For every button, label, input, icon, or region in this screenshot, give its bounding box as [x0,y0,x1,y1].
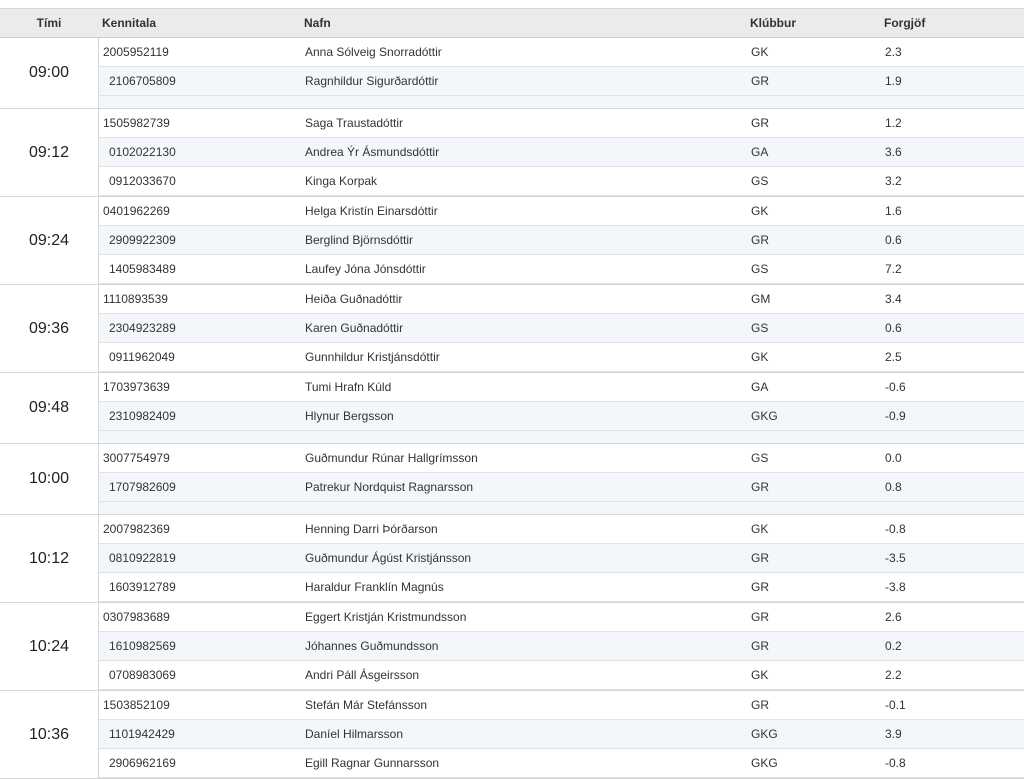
tee-time-group [0,285,1024,373]
player-rows [99,444,1024,514]
player-row [99,444,1024,473]
club-cell: GR [751,580,769,594]
kennitala-cell: 0102022130 [109,145,176,159]
kennitala-cell: 0911962049 [109,350,175,364]
tee-time: 09:48 [0,373,99,443]
player-rows [99,285,1024,372]
handicap-cell: 0.2 [885,639,902,653]
player-row [99,515,1024,544]
handicap-cell: 1.2 [885,116,902,130]
club-cell: GK [751,668,769,682]
player-row [99,197,1024,226]
handicap-cell: -3.5 [885,551,906,565]
club-cell: GK [751,350,769,364]
handicap-cell: 3.6 [885,145,902,159]
player-name-cell: Saga Traustadóttir [305,116,404,130]
player-rows [99,373,1024,443]
handicap-cell: 2.6 [885,610,902,624]
empty-slot-row [99,502,1024,514]
player-name-cell: Guðmundur Ágúst Kristjánsson [305,551,472,565]
club-cell: GK [751,45,769,59]
player-row [99,138,1024,167]
handicap-cell: -0.9 [885,409,906,423]
club-cell: GR [751,639,769,653]
club-cell: GM [751,292,771,306]
kennitala-cell: 0708983069 [109,668,176,682]
player-name-cell: Karen Guðnadóttir [305,321,404,335]
player-rows [99,691,1024,778]
handicap-cell: -3.8 [885,580,906,594]
handicap-cell: -0.8 [885,522,906,536]
player-name-cell: Andrea Ýr Ásmundsdóttir [305,145,440,159]
tee-time-group [0,444,1024,515]
player-name-cell: Guðmundur Rúnar Hallgrímsson [305,451,478,465]
tee-time-group [0,109,1024,197]
player-name-cell: Stefán Már Stefánsson [305,698,428,712]
kennitala-cell: 0810922819 [109,551,176,565]
player-row [99,749,1024,778]
handicap-cell: 2.3 [885,45,902,59]
player-row [99,544,1024,573]
player-name-cell: Heiða Guðnadóttir [305,292,403,306]
kennitala-cell: 1503852109 [103,698,170,712]
player-name-cell: Tumi Hrafn Kúld [305,380,392,394]
player-row [99,285,1024,314]
club-cell: GKG [751,409,778,423]
player-row [99,314,1024,343]
player-name-cell: Helga Kristín Einarsdóttir [305,204,438,218]
kennitala-cell: 2106705809 [109,74,176,88]
handicap-cell: 0.8 [885,480,902,494]
club-cell: GS [751,451,769,465]
kennitala-cell: 2304923289 [109,321,176,335]
player-name-cell: Hlynur Bergsson [305,409,394,423]
player-name-cell: Jóhannes Guðmundsson [305,639,439,653]
player-row [99,373,1024,402]
header-time: Tími [36,16,62,30]
kennitala-cell: 2005952119 [103,45,169,59]
tee-time-group [0,691,1024,779]
club-cell: GS [751,321,769,335]
player-name-cell: Daníel Hilmarsson [305,727,404,741]
tee-time: 10:00 [0,444,99,514]
tee-time: 09:36 [0,285,99,372]
club-cell: GR [751,610,769,624]
kennitala-cell: 1610982569 [109,639,176,653]
player-row [99,343,1024,372]
header-kennitala: Kennitala [102,16,157,30]
club-cell: GR [751,233,769,247]
handicap-cell: 3.4 [885,292,902,306]
club-cell: GR [751,698,769,712]
player-rows [99,603,1024,690]
handicap-cell: 2.2 [885,668,902,682]
player-rows [99,109,1024,196]
tee-time: 10:24 [0,603,99,690]
player-name-cell: Haraldur Franklín Magnús [305,580,444,594]
club-cell: GR [751,74,769,88]
kennitala-cell: 1110893539 [103,292,168,306]
club-cell: GR [751,480,769,494]
kennitala-cell: 3007754979 [103,451,170,465]
club-cell: GS [751,262,769,276]
header-name: Nafn [304,16,331,30]
handicap-cell: 0.0 [885,451,902,465]
player-name-cell: Henning Darri Þórðarson [305,522,438,536]
empty-slot-row [99,96,1024,108]
handicap-cell: 2.5 [885,350,902,364]
club-cell: GKG [751,727,778,741]
player-row [99,67,1024,96]
player-rows [99,38,1024,108]
player-row [99,109,1024,138]
player-name-cell: Laufey Jóna Jónsdóttir [305,262,426,276]
kennitala-cell: 2906962169 [109,756,176,770]
tee-time: 09:24 [0,197,99,284]
tee-time: 10:12 [0,515,99,602]
player-row [99,38,1024,67]
player-row [99,691,1024,720]
tee-time-group [0,373,1024,444]
table-header [0,9,1024,38]
player-name-cell: Berglind Björnsdóttir [305,233,414,247]
tee-time: 09:12 [0,109,99,196]
player-name-cell: Kinga Korpak [305,174,378,188]
kennitala-cell: 1703973639 [103,380,170,394]
player-name-cell: Anna Sólveig Snorradóttir [305,45,442,59]
player-row [99,661,1024,690]
player-row [99,255,1024,284]
kennitala-cell: 2310982409 [109,409,176,423]
club-cell: GKG [751,756,778,770]
player-name-cell: Gunnhildur Kristjánsdóttir [305,350,440,364]
kennitala-cell: 0912033670 [109,174,176,188]
player-row [99,573,1024,602]
player-name-cell: Ragnhildur Sigurðardóttir [305,74,439,88]
player-rows [99,515,1024,602]
club-cell: GK [751,204,769,218]
empty-slot-row [99,431,1024,443]
player-row [99,402,1024,431]
player-name-cell: Andri Páll Ásgeirsson [305,668,420,682]
player-name-cell: Egill Ragnar Gunnarsson [305,756,440,770]
handicap-cell: 1.9 [885,74,902,88]
kennitala-cell: 1505982739 [103,116,170,130]
handicap-cell: 0.6 [885,321,902,335]
handicap-cell: 3.2 [885,174,902,188]
player-row [99,720,1024,749]
kennitala-cell: 1707982609 [109,480,176,494]
kennitala-cell: 0307983689 [103,610,170,624]
club-cell: GR [751,551,769,565]
tee-time-group [0,197,1024,285]
top-border [0,0,1024,9]
kennitala-cell: 1603912789 [109,580,176,594]
club-cell: GA [751,145,769,159]
tee-time-group [0,603,1024,691]
tee-time: 09:00 [0,38,99,108]
tee-groups [0,38,1024,779]
kennitala-cell: 2909922309 [109,233,176,247]
handicap-cell: 7.2 [885,262,902,276]
club-cell: GK [751,522,769,536]
kennitala-cell: 1405983489 [109,262,176,276]
handicap-cell: -0.6 [885,380,906,394]
kennitala-cell: 2007982369 [103,522,170,536]
club-cell: GA [751,380,769,394]
handicap-cell: -0.8 [885,756,906,770]
player-row [99,603,1024,632]
player-row [99,226,1024,255]
player-name-cell: Eggert Kristján Kristmundsson [305,610,467,624]
club-cell: GS [751,174,769,188]
tee-time: 10:36 [0,691,99,778]
header-handicap: Forgjöf [884,16,926,30]
handicap-cell: 0.6 [885,233,902,247]
handicap-cell: 1.6 [885,204,902,218]
player-rows [99,197,1024,284]
club-cell: GR [751,116,769,130]
handicap-cell: -0.1 [885,698,906,712]
kennitala-cell: 0401962269 [103,204,170,218]
player-row [99,632,1024,661]
tee-time-group [0,38,1024,109]
handicap-cell: 3.9 [885,727,902,741]
header-club: Klúbbur [750,16,796,30]
player-row [99,473,1024,502]
kennitala-cell: 1101942429 [109,727,175,741]
player-row [99,167,1024,196]
tee-time-group [0,515,1024,603]
player-name-cell: Patrekur Nordquist Ragnarsson [305,480,474,494]
